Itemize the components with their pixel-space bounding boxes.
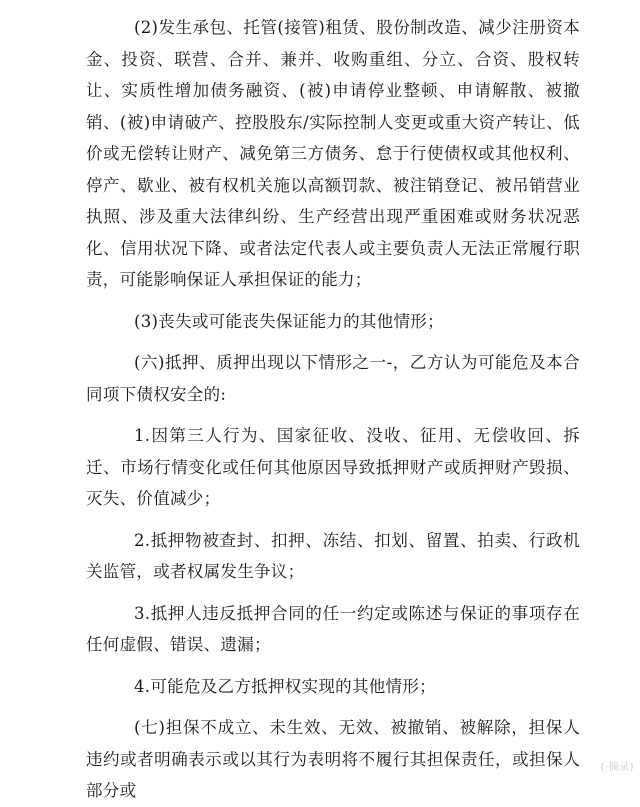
paragraph-loss-of-capacity: (3)丧失或可能丧失保证能力的其他情形； — [134, 311, 444, 331]
paragraph-item-3: 3.抵押人违反抵押合同的任一约定或陈述与保证的事项存在任何虚假、错误、遗漏； — [86, 603, 580, 654]
paragraph-item-2: 2.抵押物被查封、扣押、冻结、扣划、留置、拍卖、行政机关监管，或者权属发生争议； — [86, 530, 580, 581]
paragraph-item-4: 4.可能危及乙方抵押权实现的其他情形； — [134, 676, 436, 696]
paragraph-mortgage-pledge-heading: (六)抵押、质押出现以下情形之一-，乙方认为可能危及本合同项下债权安全的: — [86, 353, 580, 404]
paragraph-guarantee-invalid: (七)担保不成立、未生效、无效、被撤销、被解除，担保人违约或者明确表示或以其行为表明将不履行其担保责任，或担保人部分或 — [86, 718, 580, 800]
watermark: (·摘录) — [600, 762, 634, 773]
paragraph-item-1: 1.因第三人行为、国家征收、没收、征用、无偿收回、拆迁、市场行情变化或任何其他原因导致抵押财产或质押财产毁损、灭失、价值减少； — [86, 426, 580, 508]
paragraph-guarantor-changes: (2)发生承包、托管(接管)租赁、股份制改造、减少注册资本金、投资、联营、合并、兼并、收购重组、分立、合资、股权转让、实质性增加债务融资、(被)申请停业整顿、申请解散、被撤销、(被)申请破产、控股股东/实际控制人变更或重大资产转让、低价或无偿转让财产、减免第三方债务、怠于行使债权或其他权利、停产、歇业、被有权机关施以高额罚款、被注销登记、被吊销营业执照、涉及重大法律纠纷、生产经营出现严重困难或财务状况恶化、信用状况下降、或者法定代表人或主要负责人无法正常履行职责，可能影响保证人承担保证的能力； — [86, 18, 580, 289]
